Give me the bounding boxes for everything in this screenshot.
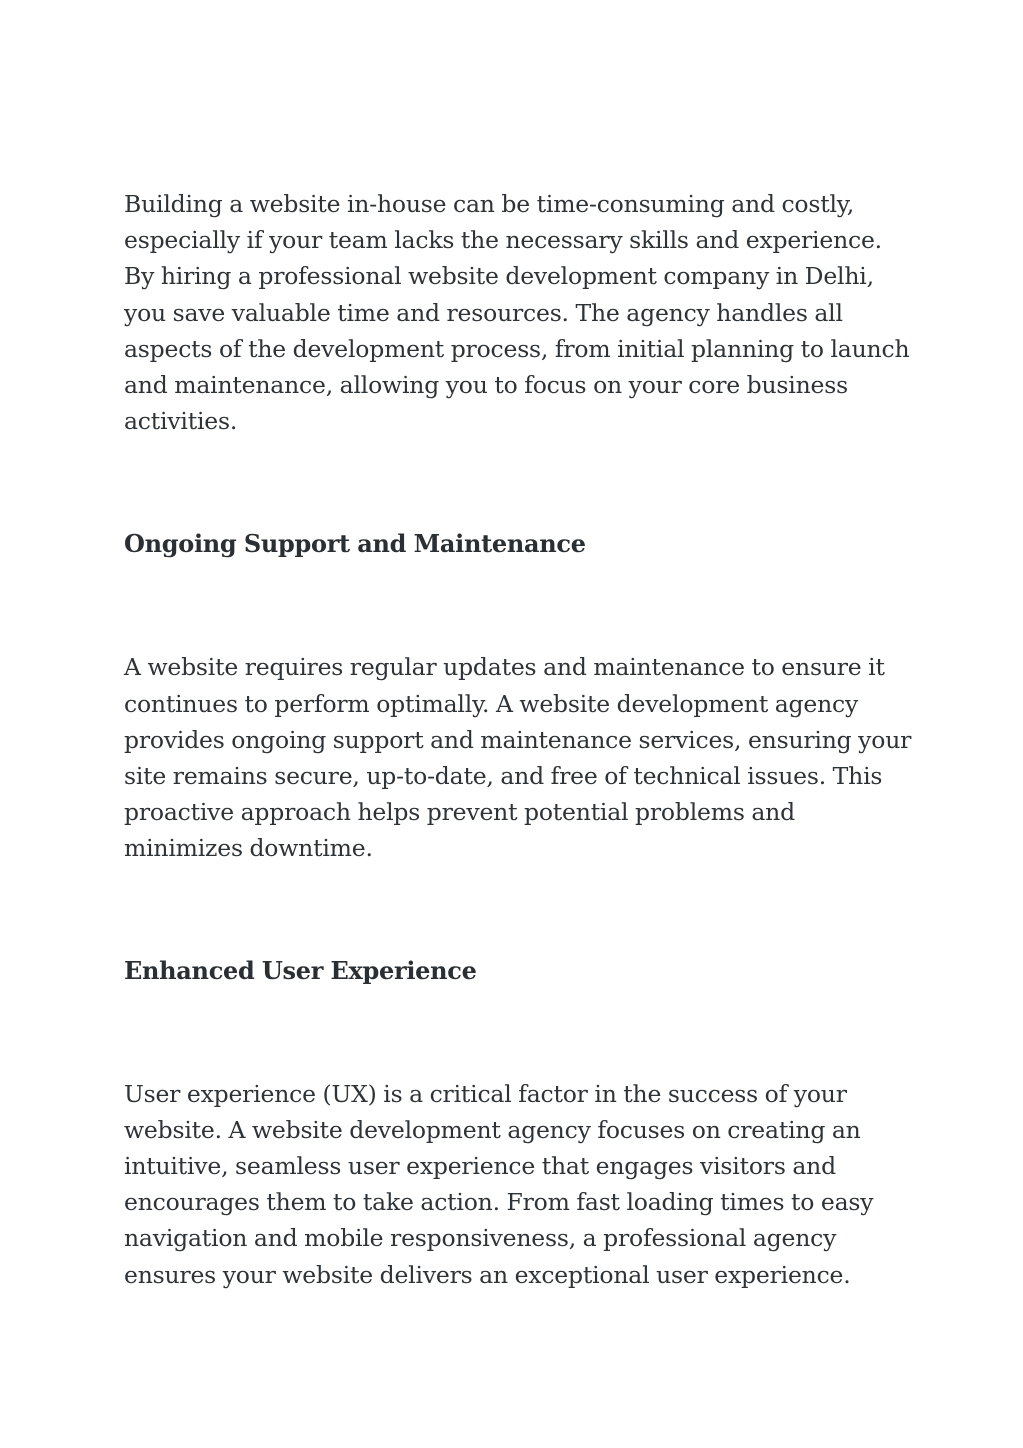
document-page [124,186,914,1293]
paragraph-ongoing-support: A website requires regular updates and maintenance to ensure it continues to perform optimally. A website development agency provides ongoing support and maintenance services, ensuring your site remains secure, up-to-date, and free of technical issues. This proactive approach helps prevent potential problems and minimizes downtime. [124,653,912,863]
heading-ongoing-support: Ongoing Support and Maintenance [124,529,586,559]
paragraph-user-experience: User experience (UX) is a critical factor in the success of your website. A website development agency focuses on creating an intuitive, seamless user experience that engages visitors and encourages them to take action. From fast loading times to easy navigation and mobile responsiveness, a professional agency ensures your website delivers an exceptional user experience. [124,1079,874,1289]
heading-user-experience: Enhanced User Experience [124,955,477,985]
paragraph-time-savings: Building a website in-house can be time-consuming and costly, especially if your team lacks the necessary skills and experience. By hiring a professional website development company in Delhi, you save valuable time and resources. The agency handles all aspects of the development process, from initial planning to launch and maintenance, allowing you to focus on your core business activities. [124,190,910,436]
